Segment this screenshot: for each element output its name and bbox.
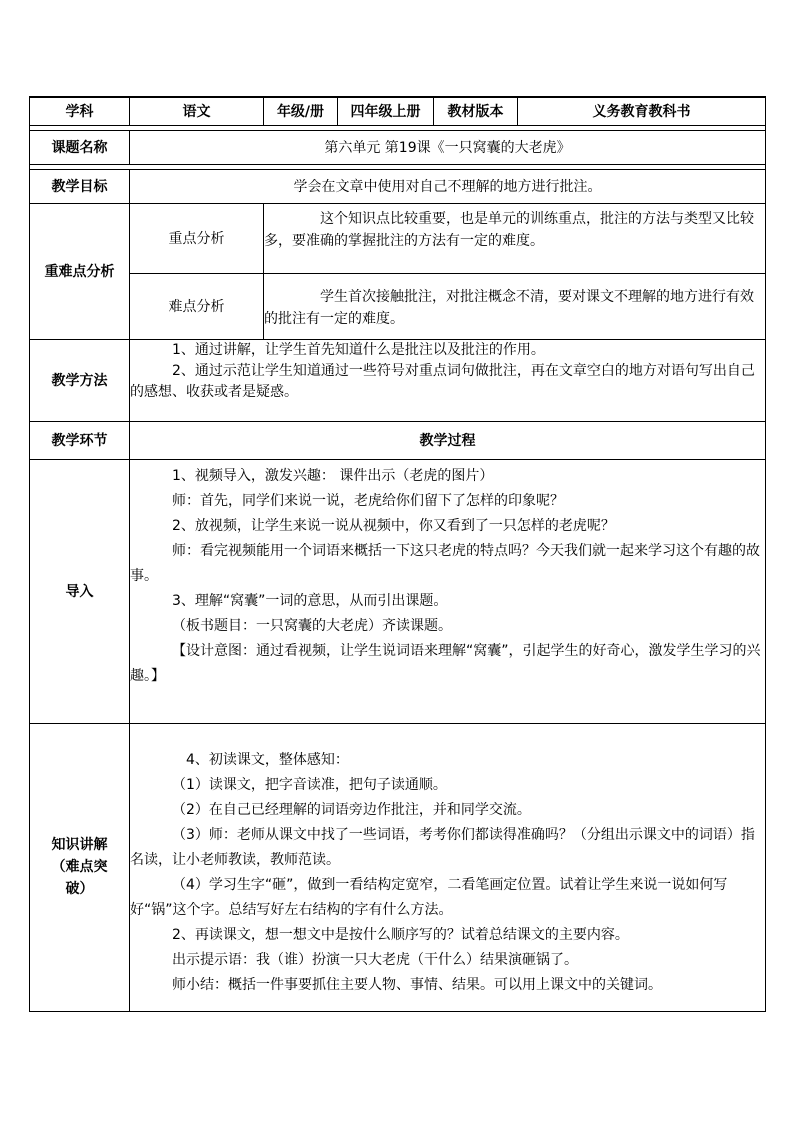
method-line: 2、通过示范让学生知道通过一些符号对重点词句做批注，再在文章空白的地方对语句写出自己的感想、收获或者是疑惑。: [130, 362, 755, 400]
intro-label: 导入: [30, 459, 130, 723]
lesson-title-row: [30, 130, 766, 164]
intro-line: 2、放视频，让学生来说一说从视频中，你又看到了一只怎样的老虎呢？: [172, 517, 615, 534]
method-row: [30, 339, 766, 421]
knowledge-line: 出示提示语：我（谁）扮演一只大老虎（干什么）结果演砸锅了。: [172, 951, 578, 968]
hard-analysis-text: 学生首次接触批注，对批注概念不清，要对课文不理解的地方进行有效的批注有一定的难度。: [264, 288, 754, 327]
intro-line: 【设计意图：通过看视频，让学生说词语来理解“窝囊”，引起学生的好奇心，激发学生学习的兴趣。】: [130, 642, 761, 684]
hard-analysis-row: [30, 273, 766, 339]
intro-row: [30, 459, 766, 723]
knowledge-line: （4）学习生字“砸”，做到一看结构定宽窄，二看笔画定位置。试着让学生来说一说如何写好“锅”这个字。总结写好左右结构的字有什么方法。: [130, 876, 728, 918]
method-label: 教学方法: [30, 339, 130, 421]
knowledge-label: 知识讲解（难点突破）: [51, 837, 108, 897]
grade-value: 四年级上册: [338, 97, 434, 125]
intro-line: 1、视频导入，激发兴趣： 课件出示（老虎的图片）: [172, 467, 494, 484]
knowledge-line: （2）在自己已经理解的词语旁边作批注，并和同学交流。: [172, 801, 531, 818]
edition-value: 义务教育教科书: [518, 97, 766, 125]
intro-line: 师：看完视频能用一个词语来概括一下这只老虎的特点吗？今天我们就一起来学习这个有趣的故事。: [130, 542, 760, 584]
stage-label: 教学环节: [30, 421, 130, 459]
edition-label: 教材版本: [434, 97, 518, 125]
knowledge-line: 4、初读课文，整体感知：: [186, 751, 349, 768]
knowledge-row: [30, 723, 766, 1011]
key-analysis-row: [30, 203, 766, 273]
goal-label: 教学目标: [30, 169, 130, 203]
lesson-plan-table: [29, 96, 766, 1012]
key-analysis-text: 这个知识点比较重要，也是单元的训练重点，批注的方法与类型又比较多，要准确的掌握批注的方法有一定的难度。: [264, 210, 754, 249]
lesson-label: 课题名称: [30, 130, 130, 164]
intro-line: 师：首先，同学们来说一说，老虎给你们留下了怎样的印象呢？: [172, 492, 564, 509]
process-label: 教学过程: [130, 421, 766, 459]
key-analysis-label: 重点分析: [130, 203, 264, 273]
subject-value: 语文: [130, 97, 264, 125]
grade-label: 年级/册: [264, 97, 338, 125]
knowledge-line: 2、再读课文，想一想文中是按什么顺序写的？试着总结课文的主要内容。: [172, 926, 629, 943]
intro-line: （板书题目：一只窝囊的大老虎）齐读课题。: [172, 617, 452, 634]
header-row: [30, 97, 766, 125]
hard-analysis-label: 难点分析: [130, 273, 264, 339]
goal-row: [30, 169, 766, 203]
knowledge-line: （3）师：老师从课文中找了一些词语，考考你们都读得准确吗？（分组出示课文中的词语）指名读，让小老师教读，教师范读。: [130, 826, 755, 868]
knowledge-line: （1）读课文，把字音读准，把句子读通顺。: [172, 776, 447, 793]
goal-value: 学会在文章中使用对自己不理解的地方进行批注。: [130, 169, 766, 203]
subject-label: 学科: [30, 97, 130, 125]
intro-line: 3、理解“窝囊”一词的意思，从而引出课题。: [172, 592, 448, 609]
knowledge-line: 师小结：概括一件事要抓住主要人物、事情、结果。可以用上课文中的关键词。: [172, 976, 662, 993]
method-line: 1、通过讲解，让学生首先知道什么是批注以及批注的作用。: [172, 341, 545, 358]
difficulty-label: 重难点分析: [30, 203, 130, 339]
process-header-row: [30, 421, 766, 459]
lesson-value: 第六单元 第19课《一只窝囊的大老虎》: [130, 130, 766, 164]
